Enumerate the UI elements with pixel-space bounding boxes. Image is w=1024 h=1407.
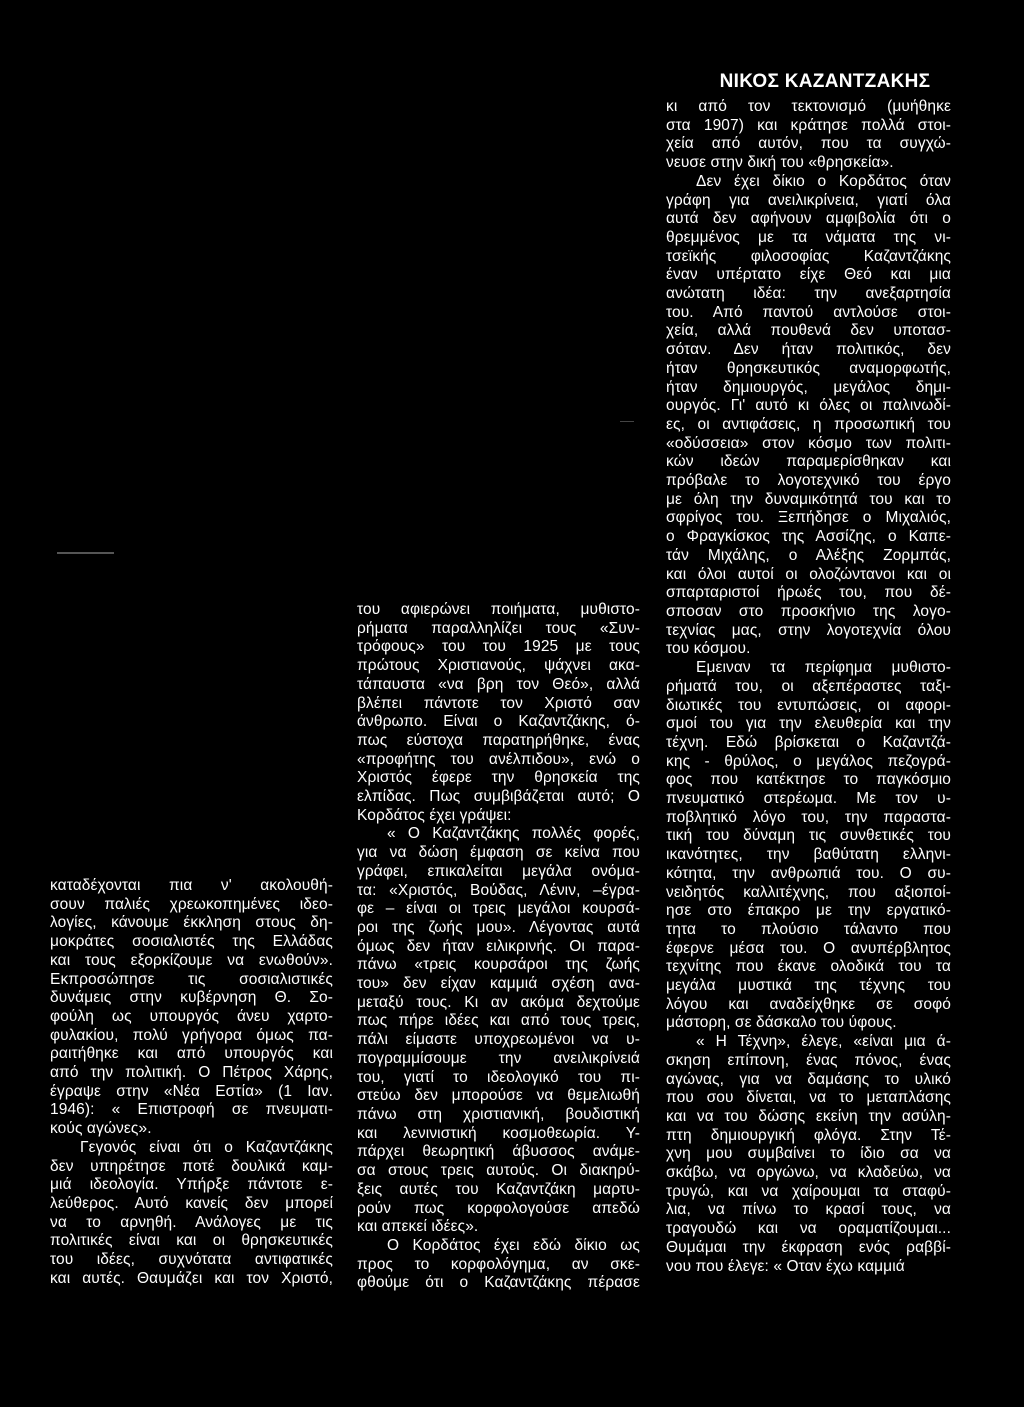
text-line: νου που έλεγε: « Οταν έχω καμμιά — [666, 1257, 905, 1275]
text-line: μεγάλα μυστικά της τέχνης του — [666, 977, 951, 995]
text-line: σποσαν στο προσκήνιο της λογο- — [666, 602, 951, 620]
text-line: σφρίγος του. Ξεπήδησε ο Μιχαλιός, — [666, 509, 951, 527]
text-column-left — [50, 877, 333, 1288]
text-line: νευσε στην δική του «θρησκεία». — [666, 154, 894, 172]
text-line: έναν υπέρτατο είχε Θεό και μια — [666, 266, 951, 284]
text-line: κούς αγώνες». — [50, 1120, 152, 1138]
text-line: μάστορη, σε δάσκαλο του ύφους. — [666, 1014, 897, 1032]
text-line: τσεϊκής φιλοσοφίας Καζαντζάκης — [666, 247, 951, 265]
text-line: Χριστός έφερε την θρησκεία της — [357, 769, 640, 787]
text-line: ρήματα παραλληλίζει τους «Συν- — [357, 619, 640, 637]
text-line: Θυμάμαι την έκφραση ενός ραββί- — [666, 1238, 951, 1256]
text-line: του. Από παντού αντλούσε στοι- — [666, 303, 951, 321]
text-line: του» δεν είχαν καμμιά σχέση ανα- — [357, 975, 640, 993]
text-line: «οδύσσεια» στον κόσμο των πολιτι- — [666, 434, 951, 452]
text-line: πτη δημιουργική φλόγα. Στην Τέ- — [666, 1126, 951, 1144]
text-line: και αυτές. Θαυμάζει και τον Χριστό, — [50, 1269, 333, 1287]
text-line: ικανότητες, την βαθύτατη ελληνι- — [666, 846, 951, 864]
text-line: τρόφους» του του 1925 με τους — [357, 638, 640, 656]
text-line: κότητα, την ανθρωπιά του. Ο συ- — [666, 864, 951, 882]
text-line: φούλη ως υπουργός άνευ χαρτο- — [50, 1007, 333, 1025]
text-line: φυλακίου, πολύ γρήγορα όμως πα- — [50, 1026, 333, 1044]
text-line: σουν παλιές χρεωκοπημένες ιδεο- — [50, 895, 333, 913]
text-line: άνθρωπο. Είναι ο Καζαντζάκης, ό- — [357, 713, 640, 731]
text-line: πάνω στη χριστιανική, βουδιστική — [357, 1105, 640, 1123]
text-line: θρεμμένος με τα νάματα της νι- — [666, 228, 951, 246]
text-line: λεύθερος. Αυτό κανείς δεν μπορεί — [50, 1194, 333, 1212]
text-line: τα: «Χριστός, Βούδας, Λένιν, –έγρα- — [357, 881, 640, 899]
text-line: ησε στο έπακρο με την εργατικό- — [666, 902, 951, 920]
text-line: ήταν δημιουργός, μεγάλος δημι- — [666, 378, 951, 396]
text-column-middle — [357, 601, 640, 1293]
text-line: μεταξύ τους. Κι αν ακόμα δεχτούμε — [357, 993, 640, 1011]
text-line: αυτά δεν αφήνουν αμφιβολία ότι ο — [666, 210, 951, 228]
text-line: Εμειναν τα περίφημα μυθιστο- — [696, 659, 951, 677]
text-line: ο Φραγκίσκος της Ασσίζης, ο Καπε- — [666, 528, 951, 546]
text-line: πολιτικές είναι και οι θρησκευτικές — [50, 1232, 333, 1250]
text-line: χεία, αλλά πουθενά δεν υποτασ- — [666, 322, 951, 340]
text-line: χεία από αυτόν, που τα συγχώ- — [666, 135, 951, 153]
text-line: σκάβω, να οργώνω, να κλαδεύω, να — [666, 1164, 951, 1182]
text-line: ξεις αυτές του Καζαντζάκη μαρτυ- — [357, 1180, 640, 1198]
text-line: και να του δώσης εκείνη την ασύλη- — [666, 1107, 951, 1125]
text-line: που σου δίνεται, να το μεταπλάσης — [666, 1089, 951, 1107]
text-line: πρόβαλε το λογοτεχνικό του έργο — [666, 472, 951, 490]
text-line: Ο Κορδάτος έχει εδώ δίκιο ως — [387, 1236, 640, 1254]
text-line: ουργός. Γι' αυτό κι όλες οι παλινωδί- — [666, 397, 951, 415]
text-line: «προφήτης του ανέλπιδου», ενώ ο — [357, 750, 640, 768]
text-line: μιά ιδεολογία. Υπήρξε πάντοτε ε- — [50, 1176, 333, 1194]
text-line: ρούν πως κορφολογούσε απεδώ — [357, 1199, 640, 1217]
text-line: πάρχει θεωρητική άβυσσος ανάμε- — [357, 1143, 640, 1161]
text-line: βλέπει πάντοτε τον Χριστό σαν — [357, 694, 640, 712]
text-line: ρήματά του, οι αξεπέραστες ταξι- — [666, 677, 951, 695]
text-line: 1946): « Επιστροφή σε πνευματι- — [50, 1101, 333, 1119]
text-line: προς το κορφολόγημα, αν σκε- — [357, 1255, 640, 1273]
text-line: ανώτατη ιδέα: την ανεξαρτησία — [666, 285, 951, 303]
text-line: τεχνίτης που έκανε ολοδικά του τα — [666, 958, 951, 976]
text-line: έφερνε μέσα του. Ο ανυπέρβλητος — [666, 939, 951, 957]
text-line: στεύω δεν μπορούσε να θεμελιωθή — [357, 1087, 640, 1105]
text-line: μοκράτες σοσιαλιστές της Ελλάδας — [50, 933, 333, 951]
text-line: του αφιερώνει ποιήματα, μυθιστο- — [357, 601, 640, 618]
text-line: φος που κατέκτησε το παγκόσμιο — [666, 771, 951, 789]
text-line: ραιτήθηκε και από υπουργός και — [50, 1045, 333, 1063]
text-line: στα 1907) και κράτησε πολλά στοι- — [666, 116, 951, 134]
text-line: δεν υπηρέτησε ποτέ δουλικά καμ- — [50, 1157, 333, 1175]
text-line: γράφη για ανειλικρίνεια, γιατί όλα — [666, 191, 951, 209]
text-line: Εκπροσώπησε τις σοσιαλιστικές — [50, 970, 333, 988]
text-line: και λενινιστική κοσμοθεωρία. Υ- — [357, 1124, 640, 1142]
text-line: πως πήρε ιδέες και από τους τρεις, — [357, 1012, 640, 1030]
text-line: « Ο Καζαντζάκης πολλές φορές, — [387, 825, 640, 843]
text-line: και απεκεί ιδέες». — [357, 1218, 479, 1236]
text-line: ήταν θρησκευτικός αναμορφωτής, — [666, 359, 951, 377]
text-line: ες, οι αντιφάσεις, η προσωπική του — [666, 415, 951, 433]
text-line: σόταν. Δεν ήταν πολιτικός, δεν — [666, 341, 951, 359]
text-line: πως εύστοχα παρατηρήθηκε, ένας — [357, 731, 640, 749]
text-line: Κορδάτος έχει γράψει: — [357, 806, 512, 824]
text-line: διωτικές του εντυπώσεις, οι αφορι- — [666, 696, 951, 714]
text-line: τεχνίας μας, στην λογοτεχνία όλου — [666, 621, 951, 639]
print-artifact — [620, 421, 634, 422]
text-line: αγώνας, για να δαμάσης το υλικό — [666, 1070, 951, 1088]
text-line: σκηση επίπονη, ένας πόνος, ένας — [666, 1051, 951, 1069]
text-line: όμως δεν ήταν ειλικρινής. Οι παρα- — [357, 937, 640, 955]
text-line: από την πολιτική. Ο Πέτρος Χάρης, — [50, 1064, 333, 1082]
text-line: καταδέχονται πια ν' ακολουθή- — [50, 877, 333, 894]
text-line: έγραψε στην «Νέα Εστία» (1 Ιαν. — [50, 1082, 333, 1100]
text-line: Γεγονός είναι ότι ο Καζαντζάκης — [80, 1138, 333, 1156]
text-column-right — [666, 98, 951, 1276]
text-line: τική του δύναμη τις συνθετικές του — [666, 827, 951, 845]
text-line: τάν Μιχάλης, ο Αλέξης Ζορμπάς, — [666, 546, 951, 564]
text-line: ποβλητικό λόγο του, την παραστα- — [666, 808, 951, 826]
text-line: για να δώση έμφαση σε κείνα που — [357, 844, 640, 862]
text-line: πνευματικό στερέωμα. Με τον υ- — [666, 790, 951, 808]
text-line: κών ιδεών παραμερίσθηκαν και — [666, 453, 951, 471]
text-line: δυνάμεις στην κυβέρνηση Θ. Σο- — [50, 989, 333, 1007]
text-line: σμοί του για την ελευθερία και την — [666, 715, 951, 733]
text-line: να το αρνηθή. Ανάλογες με τις — [50, 1213, 333, 1231]
text-line: πογραμμίσουμε την ανειλικρίνειά — [357, 1049, 640, 1067]
text-line: και όλοι αυτοί οι ολοζώντανοι και οι — [666, 565, 951, 583]
text-line: τρυγώ, και να χαίρουμαι τα σταφύ- — [666, 1182, 951, 1200]
text-line: κι από τον τεκτονισμό (μυήθηκε — [666, 98, 951, 115]
text-line: φε – είναι οι τρεις μεγάλοι κουρσά- — [357, 900, 640, 918]
text-line: πρώτους Χριστιανούς, ψάχνει ακα- — [357, 657, 640, 675]
text-line: νειδητός καλλιτέχνης, που αξιοποί- — [666, 883, 951, 901]
text-line: με όλη την δυναμικότητά του και το — [666, 490, 951, 508]
text-line: γράφει, επικαλείται μεγάλα ονόμα- — [357, 862, 640, 880]
text-line: τέχνη. Εδώ βρίσκεται ο Καζαντζά- — [666, 733, 951, 751]
text-line: ροι της ζωής μου». Λέγοντας αυτά — [357, 918, 640, 936]
page-header-author: ΝΙΚΟΣ ΚΑΖΑΝΤΖΑΚΗΣ — [719, 71, 931, 92]
text-line: ελπίδας. Πως συμβιβάζεται αυτό; Ο — [357, 788, 640, 806]
text-line: σα στους τρεις αυτούς. Οι διακηρύ- — [357, 1162, 640, 1180]
text-line: και τους εξορκίζουμε να ενωθούν». — [50, 951, 333, 969]
text-line: σπαρταριστοί ήρωές του, που δέ- — [666, 584, 951, 602]
text-line: χνη μου συμβαίνει το ίδιο σα να — [666, 1145, 951, 1163]
text-line: λια, να πίνω το κρασί τους, να — [666, 1201, 951, 1219]
text-line: φθούμε ότι ο Καζαντζάκης πέρασε — [357, 1274, 640, 1292]
text-line: του κόσμου. — [666, 640, 751, 658]
text-line: πάνω «τρεις κουρσάροι της ζωής — [357, 956, 640, 974]
text-line: « Η Τέχνη», έλεγε, «είναι μια ά- — [696, 1033, 951, 1051]
print-artifact — [57, 552, 114, 554]
text-line: τραγουδώ και να οραματίζουμαι... — [666, 1220, 951, 1238]
text-line: του ιδέες, συχνότατα αντιφατικές — [50, 1251, 333, 1269]
text-line: κης - θρύλος, ο μεγάλος πεζογρά- — [666, 752, 951, 770]
text-line: λόγου και αναδείχθηκε σε σοφό — [666, 995, 951, 1013]
text-line: τητα το πλούσιο τάλαντο που — [666, 920, 951, 938]
text-line: του, γιατί το ιδεολογικό του πι- — [357, 1068, 640, 1086]
text-line: λογίες, κάνουμε έκκληση στους δη- — [50, 914, 333, 932]
text-line: τάπαυστα «να βρη τον Θεό», αλλά — [357, 675, 640, 693]
text-line: Δεν έχει δίκιο ο Κορδάτος όταν — [696, 172, 951, 190]
text-line: πάλι είμαστε υποχρεωμένοι να υ- — [357, 1031, 640, 1049]
